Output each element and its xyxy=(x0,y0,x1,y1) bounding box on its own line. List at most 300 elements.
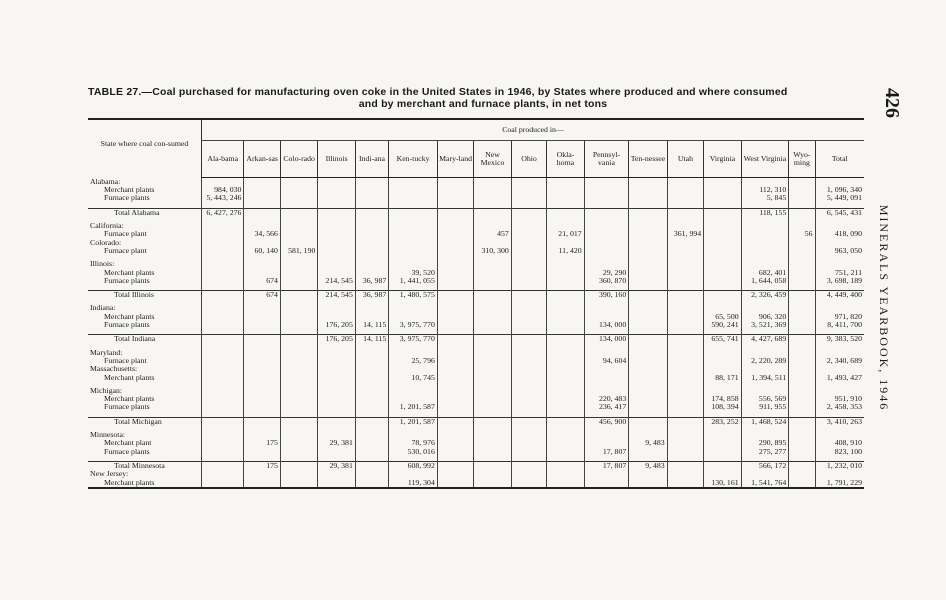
table-cell xyxy=(584,186,629,194)
table-cell xyxy=(789,269,815,277)
table-cell: 457 xyxy=(474,230,511,238)
table-cell xyxy=(789,321,815,329)
table-cell xyxy=(280,194,317,202)
table-cell: 29, 381 xyxy=(318,439,355,447)
table-cell: 3, 521, 369 xyxy=(741,321,789,329)
table-cell xyxy=(789,387,815,395)
table-cell xyxy=(704,448,741,456)
table-cell xyxy=(629,395,667,403)
coal-table xyxy=(88,118,864,489)
table-cell xyxy=(629,304,667,312)
row-label: Total Michigan xyxy=(88,417,201,426)
table-cell xyxy=(629,291,667,300)
table-title xyxy=(88,86,878,110)
table-cell: 134, 000 xyxy=(584,335,629,344)
table-cell: 290, 895 xyxy=(741,439,789,447)
table-cell xyxy=(437,395,473,403)
table-cell xyxy=(201,313,244,321)
table-cell: 174, 858 xyxy=(704,395,741,403)
table-cell: 674 xyxy=(244,277,280,285)
table-cell xyxy=(667,395,703,403)
table-cell xyxy=(201,479,244,488)
table-cell: 6, 545, 431 xyxy=(815,208,864,217)
table-cell xyxy=(667,461,703,470)
column-header: Illinois xyxy=(318,141,355,178)
table-cell xyxy=(547,260,584,268)
table-cell xyxy=(704,186,741,194)
table-cell xyxy=(389,194,438,202)
table-cell xyxy=(741,247,789,255)
table-cell xyxy=(437,448,473,456)
table-cell xyxy=(789,365,815,373)
table-cell xyxy=(201,269,244,277)
column-header: Utah xyxy=(667,141,703,178)
table-cell: 175 xyxy=(244,439,280,447)
table-cell xyxy=(547,417,584,426)
table-cell xyxy=(201,260,244,268)
table-cell xyxy=(318,239,355,247)
table-cell xyxy=(437,178,473,187)
table-cell xyxy=(201,357,244,365)
table-row xyxy=(88,403,864,411)
table-cell: 951, 910 xyxy=(815,395,864,403)
table-row xyxy=(88,357,864,365)
column-header: Indi-ana xyxy=(355,141,388,178)
table-cell xyxy=(437,230,473,238)
row-label: Total Illinois xyxy=(88,291,201,300)
table-cell xyxy=(547,461,584,470)
table-cell xyxy=(474,374,511,382)
table-cell xyxy=(201,247,244,255)
table-cell xyxy=(511,269,546,277)
table-cell xyxy=(789,395,815,403)
table-cell: 2, 220, 289 xyxy=(741,357,789,365)
table-cell xyxy=(244,194,280,202)
table-cell xyxy=(244,357,280,365)
table-cell xyxy=(244,178,280,187)
table-cell xyxy=(280,461,317,470)
table-cell xyxy=(667,260,703,268)
table-cell xyxy=(547,439,584,447)
table-cell xyxy=(474,470,511,478)
table-cell xyxy=(201,335,244,344)
table-cell xyxy=(474,321,511,329)
table-cell xyxy=(318,448,355,456)
table-cell xyxy=(280,470,317,478)
table-cell xyxy=(201,291,244,300)
table-cell xyxy=(355,448,388,456)
table-cell xyxy=(789,417,815,426)
table-row xyxy=(88,269,864,277)
table-cell: 134, 000 xyxy=(584,321,629,329)
table-cell xyxy=(704,349,741,357)
table-cell xyxy=(511,239,546,247)
table-cell xyxy=(280,208,317,217)
table-cell: 10, 745 xyxy=(389,374,438,382)
table-cell: 34, 566 xyxy=(244,230,280,238)
table-cell xyxy=(201,222,244,230)
table-cell xyxy=(201,349,244,357)
table-cell xyxy=(584,470,629,478)
table-cell: 108, 394 xyxy=(704,403,741,411)
table-cell xyxy=(704,291,741,300)
table-cell xyxy=(201,431,244,439)
table-cell: 5, 845 xyxy=(741,194,789,202)
table-cell xyxy=(789,304,815,312)
table-row xyxy=(88,461,864,470)
table-cell: 14, 115 xyxy=(355,335,388,344)
row-label: Furnace plants xyxy=(104,320,150,330)
table-cell xyxy=(474,417,511,426)
table-cell xyxy=(704,439,741,447)
table-row xyxy=(88,470,864,478)
table-cell xyxy=(547,178,584,187)
table-cell xyxy=(201,374,244,382)
table-cell xyxy=(244,313,280,321)
table-cell xyxy=(667,479,703,488)
table-cell xyxy=(741,230,789,238)
table-cell xyxy=(547,470,584,478)
table-cell xyxy=(244,208,280,217)
table-cell xyxy=(280,269,317,277)
table-row xyxy=(88,208,864,217)
table-cell xyxy=(584,208,629,217)
table-cell xyxy=(789,479,815,488)
table-cell xyxy=(629,239,667,247)
table-row xyxy=(88,247,864,255)
table-cell: 17, 807 xyxy=(584,461,629,470)
table-cell: 94, 604 xyxy=(584,357,629,365)
table-cell: 9, 483 xyxy=(629,439,667,447)
table-cell xyxy=(280,230,317,238)
row-label: California: xyxy=(90,221,124,231)
table-cell xyxy=(547,208,584,217)
table-cell: 9, 383, 520 xyxy=(815,335,864,344)
table-cell xyxy=(474,365,511,373)
table-cell xyxy=(244,321,280,329)
table-cell: 566, 172 xyxy=(741,461,789,470)
table-cell xyxy=(437,417,473,426)
table-row xyxy=(88,448,864,456)
table-cell xyxy=(355,417,388,426)
column-header: Ala-bama xyxy=(201,141,244,178)
table-cell xyxy=(437,349,473,357)
table-cell xyxy=(437,269,473,277)
table-cell xyxy=(704,357,741,365)
row-label: Massachusetts: xyxy=(90,364,138,374)
table-cell xyxy=(244,260,280,268)
table-cell: 1, 468, 524 xyxy=(741,417,789,426)
table-row xyxy=(88,395,864,403)
table-cell xyxy=(355,403,388,411)
table-cell xyxy=(789,260,815,268)
table-cell xyxy=(474,439,511,447)
table-cell: 1, 441, 055 xyxy=(389,277,438,285)
table-cell xyxy=(474,387,511,395)
table-cell xyxy=(474,194,511,202)
table-cell xyxy=(789,431,815,439)
table-cell xyxy=(629,321,667,329)
row-label: Minnesota: xyxy=(90,430,126,440)
table-cell xyxy=(629,247,667,255)
table-cell xyxy=(704,260,741,268)
table-cell xyxy=(355,208,388,217)
table-cell xyxy=(667,357,703,365)
table-cell xyxy=(244,387,280,395)
table-cell xyxy=(355,461,388,470)
table-cell: 21, 017 xyxy=(547,230,584,238)
table-cell xyxy=(667,277,703,285)
table-cell xyxy=(437,260,473,268)
table-cell xyxy=(511,313,546,321)
table-cell xyxy=(318,260,355,268)
table-cell: 130, 161 xyxy=(704,479,741,488)
table-cell: 682, 401 xyxy=(741,269,789,277)
table-cell xyxy=(789,335,815,344)
column-header: Pennsyl-vania xyxy=(584,141,629,178)
column-header: Ken-tucky xyxy=(389,141,438,178)
table-cell xyxy=(511,439,546,447)
table-cell xyxy=(437,403,473,411)
table-cell xyxy=(547,349,584,357)
table-cell xyxy=(318,230,355,238)
table-cell xyxy=(741,222,789,230)
table-cell: 456, 900 xyxy=(584,417,629,426)
table-cell xyxy=(389,304,438,312)
table-cell xyxy=(318,395,355,403)
table-cell xyxy=(511,260,546,268)
table-cell xyxy=(244,365,280,373)
table-cell xyxy=(437,277,473,285)
table-cell: 119, 304 xyxy=(389,479,438,488)
table-cell xyxy=(704,194,741,202)
table-cell: 65, 500 xyxy=(704,313,741,321)
table-cell xyxy=(789,194,815,202)
table-cell xyxy=(474,313,511,321)
table-cell xyxy=(511,208,546,217)
table-cell xyxy=(318,417,355,426)
row-label: Total Alabama xyxy=(88,208,201,217)
table-cell: 214, 545 xyxy=(318,277,355,285)
table-cell xyxy=(280,417,317,426)
table-row xyxy=(88,349,864,357)
table-cell xyxy=(244,395,280,403)
table-cell xyxy=(511,349,546,357)
table-row xyxy=(88,439,864,447)
table-cell xyxy=(474,269,511,277)
table-cell xyxy=(789,470,815,478)
table-cell xyxy=(474,304,511,312)
table-cell xyxy=(629,479,667,488)
table-cell xyxy=(511,194,546,202)
table-cell: 408, 910 xyxy=(815,439,864,447)
table-cell xyxy=(244,374,280,382)
table-cell xyxy=(280,186,317,194)
table-cell xyxy=(355,230,388,238)
row-label: Merchant plants xyxy=(104,311,155,321)
table-cell xyxy=(355,387,388,395)
table-cell: 36, 987 xyxy=(355,277,388,285)
table-cell xyxy=(355,470,388,478)
table-cell xyxy=(511,247,546,255)
table-cell xyxy=(355,186,388,194)
table-cell xyxy=(629,230,667,238)
table-cell xyxy=(584,239,629,247)
table-row xyxy=(88,239,864,247)
table-cell: 608, 992 xyxy=(389,461,438,470)
table-cell xyxy=(389,230,438,238)
table-cell xyxy=(629,365,667,373)
table-cell: 3, 410, 263 xyxy=(815,417,864,426)
title-line-2: and by merchant and furnace plants, in net tons xyxy=(358,98,608,110)
table-row xyxy=(88,387,864,395)
running-head: MINERALS YEARBOOK, 1946 xyxy=(877,204,891,412)
table-row xyxy=(88,194,864,202)
table-cell xyxy=(667,403,703,411)
table-cell: 581, 190 xyxy=(280,247,317,255)
table-cell xyxy=(667,291,703,300)
table-cell: 1, 232, 010 xyxy=(815,461,864,470)
table-cell xyxy=(547,403,584,411)
table-cell: 1, 394, 511 xyxy=(741,374,789,382)
table-cell xyxy=(280,387,317,395)
table-row xyxy=(88,479,864,488)
table-cell xyxy=(474,208,511,217)
table-cell xyxy=(201,448,244,456)
table-cell: 1, 480, 575 xyxy=(389,291,438,300)
table-cell xyxy=(667,194,703,202)
table-cell xyxy=(629,222,667,230)
table-cell xyxy=(629,208,667,217)
table-cell xyxy=(244,479,280,488)
row-label: Merchant plant xyxy=(104,438,152,448)
table-cell: 1, 201, 587 xyxy=(389,417,438,426)
table-cell: 310, 300 xyxy=(474,247,511,255)
row-label: New Jersey: xyxy=(90,469,129,479)
table-cell xyxy=(584,194,629,202)
table-cell: 906, 320 xyxy=(741,313,789,321)
table-cell xyxy=(584,479,629,488)
table-row xyxy=(88,374,864,382)
table-row xyxy=(88,313,864,321)
table-cell xyxy=(355,374,388,382)
table-cell xyxy=(667,470,703,478)
table-cell: 175 xyxy=(244,461,280,470)
table-cell xyxy=(629,417,667,426)
table-row xyxy=(88,417,864,426)
table-cell xyxy=(511,461,546,470)
table-cell xyxy=(355,260,388,268)
row-label: Furnace plant xyxy=(104,229,147,239)
table-cell xyxy=(280,395,317,403)
table-cell xyxy=(201,461,244,470)
table-cell xyxy=(437,470,473,478)
table-cell xyxy=(244,349,280,357)
table-cell: 17, 807 xyxy=(584,448,629,456)
table-cell: 11, 420 xyxy=(547,247,584,255)
table-cell xyxy=(280,357,317,365)
table-cell: 3, 975, 770 xyxy=(389,335,438,344)
table-cell xyxy=(584,431,629,439)
table-cell: 283, 252 xyxy=(704,417,741,426)
table-cell xyxy=(789,247,815,255)
table-cell xyxy=(280,277,317,285)
table-cell xyxy=(667,448,703,456)
table-row xyxy=(88,321,864,329)
table-cell xyxy=(547,479,584,488)
table-cell: 29, 381 xyxy=(318,461,355,470)
table-cell: 418, 090 xyxy=(815,230,864,238)
table-cell xyxy=(389,222,438,230)
table-cell xyxy=(355,239,388,247)
table-cell: 176, 205 xyxy=(318,321,355,329)
table-cell: 1, 644, 058 xyxy=(741,277,789,285)
table-row xyxy=(88,230,864,238)
table-cell xyxy=(244,470,280,478)
column-header: West Virginia xyxy=(741,141,789,178)
table-cell xyxy=(547,387,584,395)
table-cell xyxy=(474,479,511,488)
table-cell xyxy=(201,417,244,426)
row-label: Merchant plants xyxy=(104,394,155,404)
table-cell xyxy=(474,277,511,285)
table-cell xyxy=(201,439,244,447)
table-cell xyxy=(437,313,473,321)
table-row xyxy=(88,260,864,268)
table-cell xyxy=(201,239,244,247)
table-cell xyxy=(789,277,815,285)
table-cell xyxy=(547,448,584,456)
table-row xyxy=(88,304,864,312)
table-cell xyxy=(318,349,355,357)
table-cell xyxy=(244,403,280,411)
table-cell xyxy=(789,403,815,411)
table-cell xyxy=(280,222,317,230)
table-cell: 3, 698, 189 xyxy=(815,277,864,285)
table-cell xyxy=(789,239,815,247)
table-cell xyxy=(511,230,546,238)
table-cell xyxy=(704,178,741,187)
row-label: Furnace plants xyxy=(104,275,150,285)
table-cell: 118, 155 xyxy=(741,208,789,217)
table-cell xyxy=(318,365,355,373)
table-cell xyxy=(584,178,629,187)
table-cell xyxy=(629,374,667,382)
table-cell xyxy=(789,357,815,365)
table-cell: 911, 955 xyxy=(741,403,789,411)
row-label: Indiana: xyxy=(90,303,116,313)
column-header: Ten-nessee xyxy=(629,141,667,178)
table-cell xyxy=(355,357,388,365)
table-cell xyxy=(511,417,546,426)
table-cell: 1, 493, 427 xyxy=(815,374,864,382)
row-label: Maryland: xyxy=(90,347,123,357)
table-cell: 590, 241 xyxy=(704,321,741,329)
table-cell xyxy=(547,357,584,365)
column-header: Okla-homa xyxy=(547,141,584,178)
table-cell xyxy=(355,304,388,312)
table-cell xyxy=(437,431,473,439)
table-cell: 390, 160 xyxy=(584,291,629,300)
table-cell xyxy=(244,448,280,456)
table-cell xyxy=(667,178,703,187)
table-cell xyxy=(704,277,741,285)
stub-header: State where coal con-sumed xyxy=(88,119,201,178)
table-cell: 88, 171 xyxy=(704,374,741,382)
table-cell xyxy=(789,291,815,300)
table-cell xyxy=(547,186,584,194)
table-cell xyxy=(474,178,511,187)
